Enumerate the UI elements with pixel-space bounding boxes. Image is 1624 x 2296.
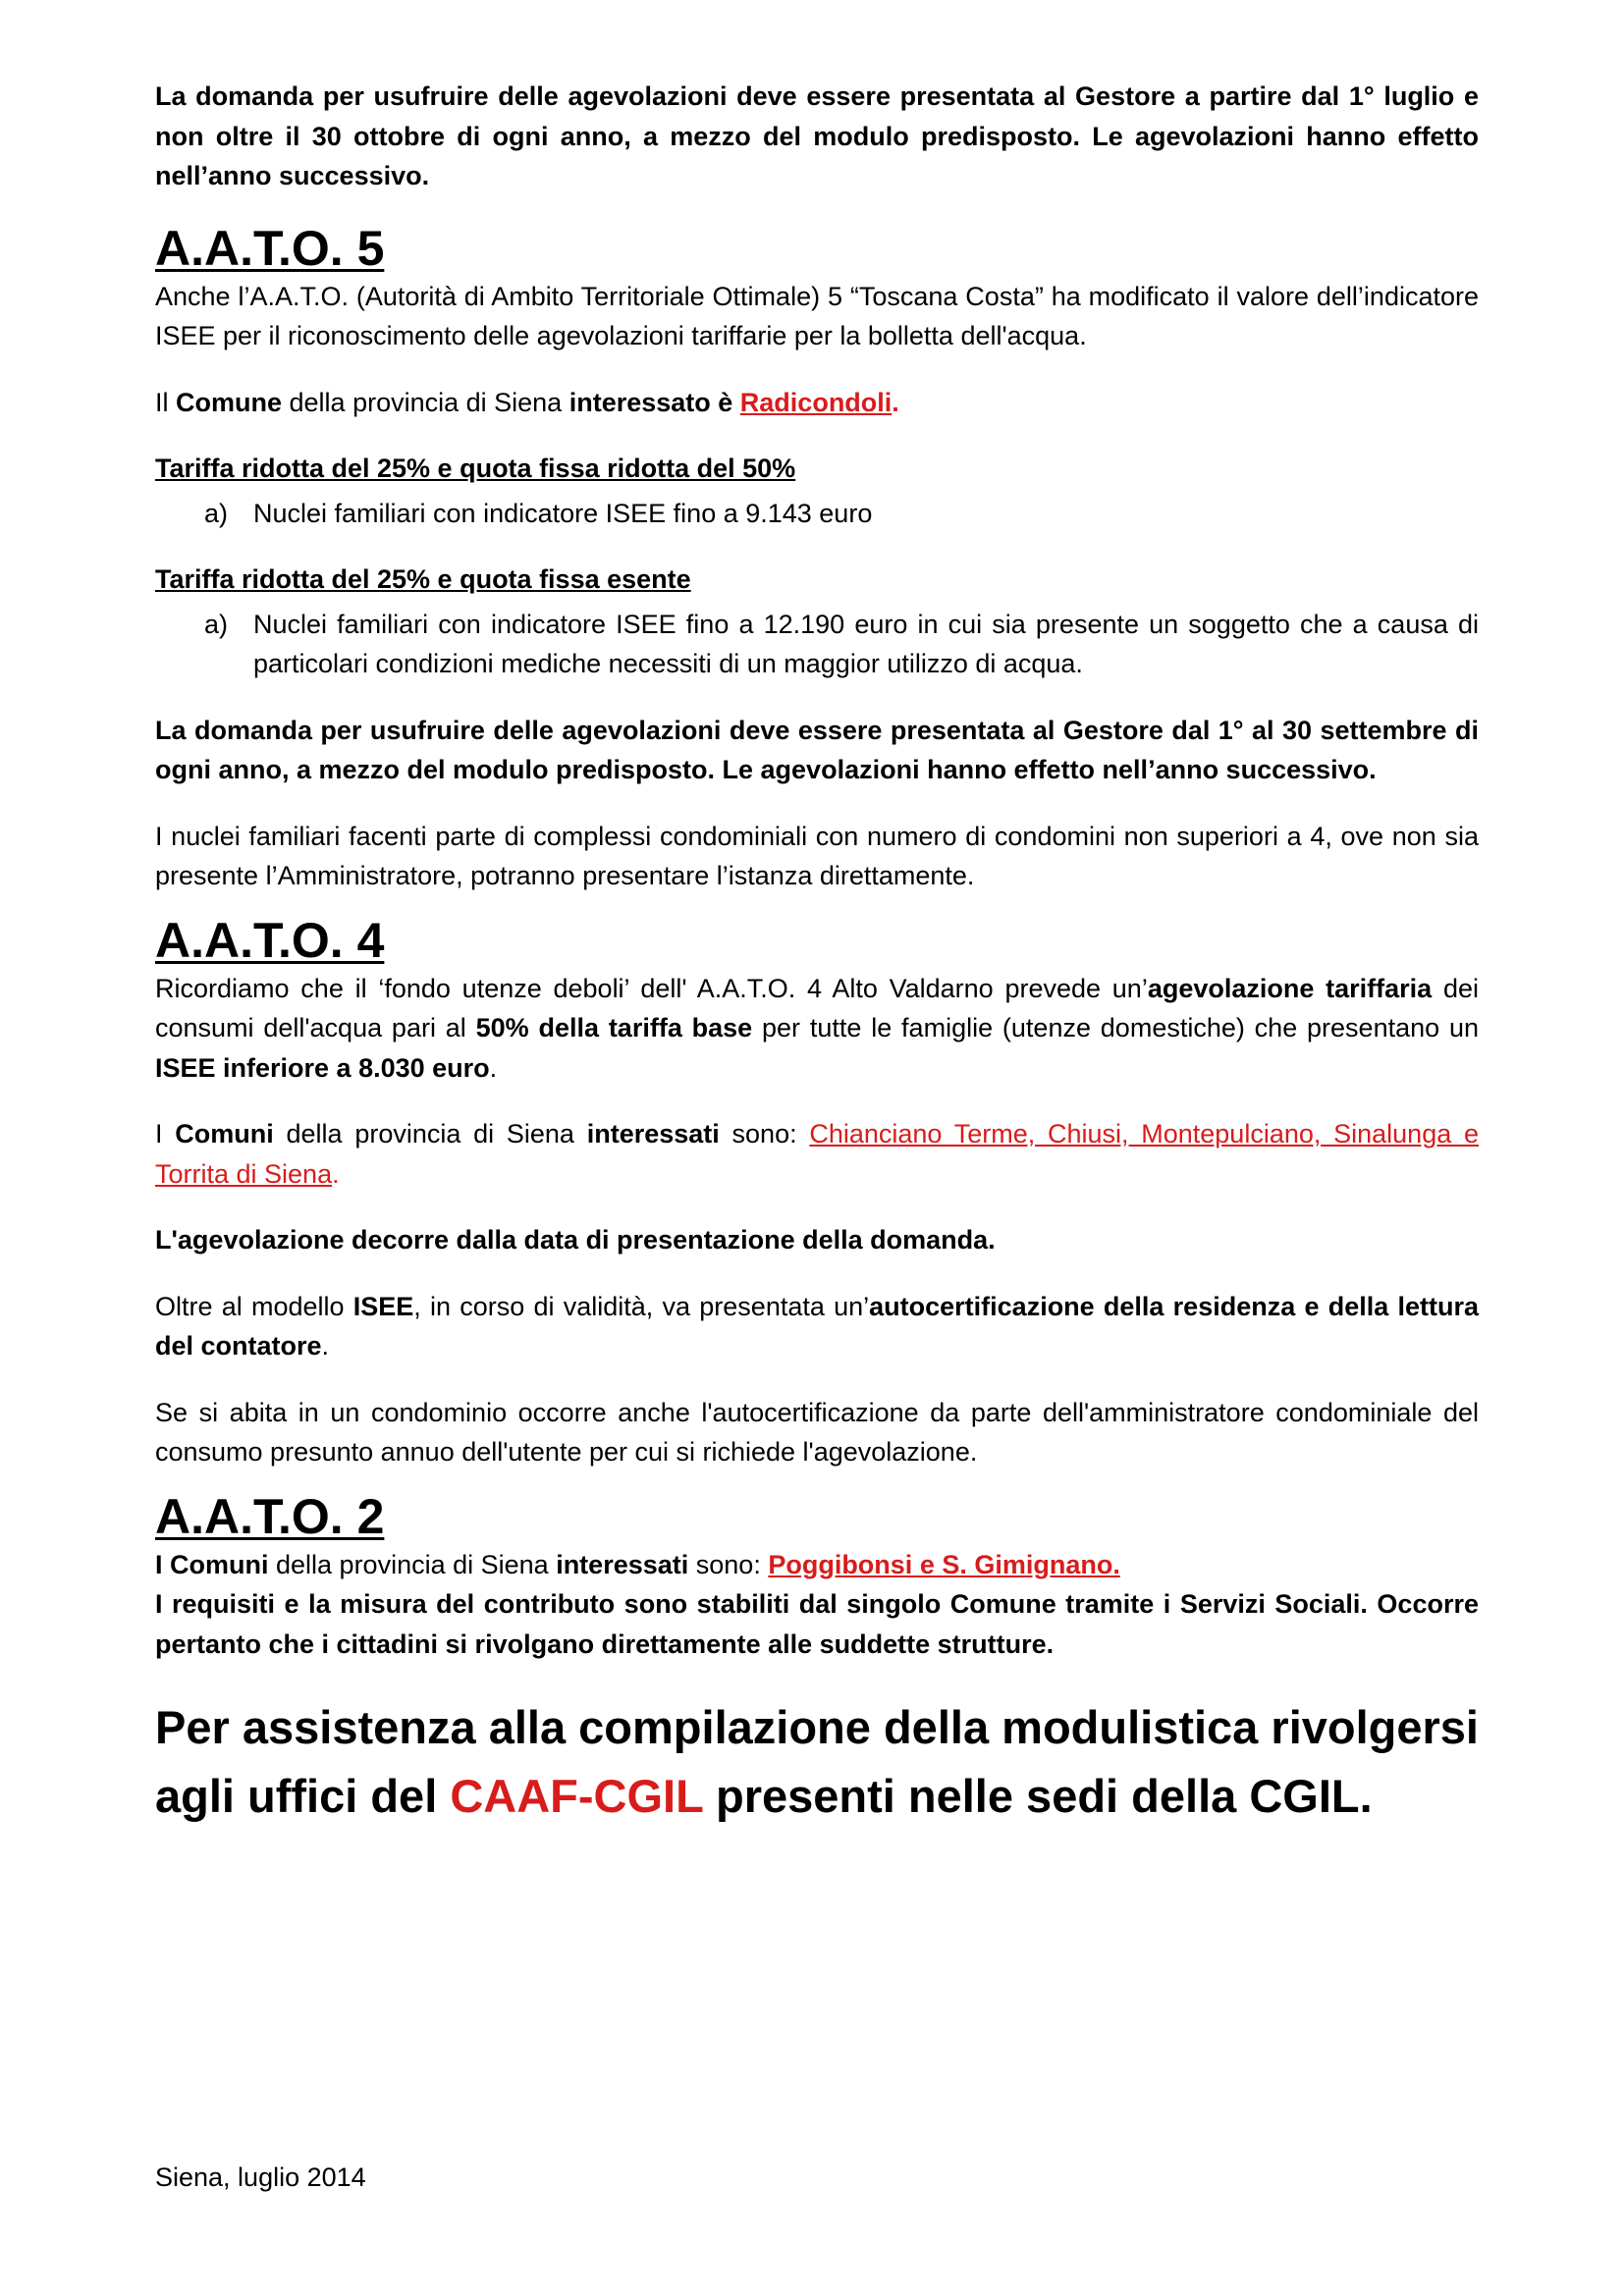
poggibonsi-link[interactable]: Poggibonsi e S. Gimignano. xyxy=(768,1549,1120,1579)
intro-paragraph: La domanda per usufruire delle agevolazioni deve essere presentata al Gestore a partire dal 1° luglio e non oltre il 30 ottobre di ogni anno, a mezzo del modulo predisposto. Le agevolazioni hanno effetto nell’anno successivo. xyxy=(155,81,1479,190)
closing-statement: Per assistenza alla compilazione della modulistica rivolgersi agli uffici del CAAF-CGIL presenti nelle sedi della CGIL. xyxy=(155,1701,1479,1822)
ato5-comune-line: Il Comune della provincia di Siena interessato è Radicondoli. xyxy=(155,387,899,417)
caaf-cgil-label: CAAF-CGIL xyxy=(450,1770,703,1822)
ato2-line-1: I Comuni della provincia di Siena interessati sono: Poggibonsi e S. Gimignano. xyxy=(155,1549,1120,1579)
ato5-intro: Anche l’A.A.T.O. (Autorità di Ambito Territoriale Ottimale) 5 “Toscana Costa” ha modificato il valore dell’indicatore ISEE per il riconoscimento delle agevolazioni tariffarie per la bolletta dell'acqua. xyxy=(155,281,1479,350)
ato5-domanda: La domanda per usufruire delle agevolazioni deve essere presentata al Gestore dal 1° al 30 settembre di ogni anno, a mezzo del modulo predisposto. Le agevolazioni hanno effetto nell’anno successivo. xyxy=(155,715,1479,784)
ato4-paragraph-5: Se si abita in un condominio occorre anche l'autocertificazione da parte dell'amministratore condominiale del consumo presunto annuo dell'utente per cui si richiede l'agevolazione. xyxy=(155,1397,1479,1467)
ato4-paragraph-1: Ricordiamo che il ‘fondo utenze deboli’ dell' A.A.T.O. 4 Alto Valdarno prevede un’agevolazione tariffaria dei consumi dell'acqua pari al 50% della tariffa base per tutte le famiglie (utenze domestiche) che presentano un ISEE inferiore a 8.030 euro. xyxy=(155,973,1479,1083)
ato5-condomini: I nuclei familiari facenti parte di complessi condominiali con numero di condomini non superiori a 4, ove non sia presente l’Amministratore, potranno presentare l’istanza direttamente. xyxy=(155,821,1479,890)
ato5-heading: A.A.T.O. 5 xyxy=(155,220,385,276)
ato5-tariff1-title: Tariffa ridotta del 25% e quota fissa ridotta del 50% xyxy=(155,454,796,483)
ato4-paragraph-3: L'agevolazione decorre dalla data di presentazione della domanda. xyxy=(155,1225,996,1255)
comuni-ato4-link[interactable]: Chianciano Terme, Chiusi, Montepulciano, Sinalunga e Torrita di Siena xyxy=(155,1119,1479,1189)
ato2-heading: A.A.T.O. 2 xyxy=(155,1488,385,1544)
ato2-line-2: I requisiti e la misura del contributo sono stabiliti dal singolo Comune tramite i Servizi Sociali. Occorre pertanto che i cittadini si rivolgano direttamente alle suddette strutture. xyxy=(155,1589,1479,1659)
list-item: a) Nuclei familiari con indicatore ISEE fino a 12.190 euro in cui sia presente un soggetto che a causa di particolari condizioni mediche necessiti di un maggior utilizzo di acqua. xyxy=(204,609,1479,678)
ato4-heading: A.A.T.O. 4 xyxy=(155,912,385,968)
footer-date: Siena, luglio 2014 xyxy=(155,2163,366,2192)
ato5-tariff1-list xyxy=(155,494,1479,534)
list-item: a) Nuclei familiari con indicatore ISEE fino a 9.143 euro xyxy=(204,498,873,528)
ato4-paragraph-2: I Comuni della provincia di Siena interessati sono: Chianciano Terme, Chiusi, Montepulciano, Sinalunga e Torrita di Siena. xyxy=(155,1119,1479,1189)
radicondoli-link[interactable]: Radicondoli xyxy=(739,387,893,417)
ato4-paragraph-4: Oltre al modello ISEE, in corso di validità, va presentata un’autocertificazione della residenza e della lettura del contatore. xyxy=(155,1291,1479,1361)
document-page xyxy=(155,77,1479,1831)
ato5-tariff2-list xyxy=(155,605,1479,684)
ato5-tariff2-title: Tariffa ridotta del 25% e quota fissa esente xyxy=(155,564,691,594)
